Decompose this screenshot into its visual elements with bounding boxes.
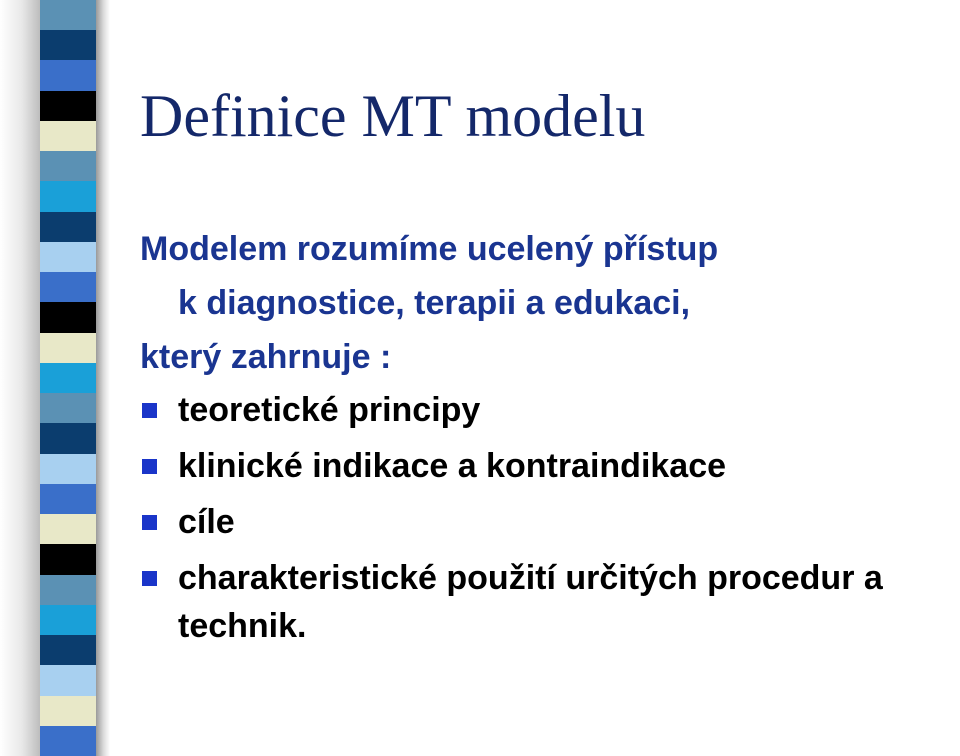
- bullet-text: cíle: [178, 503, 235, 541]
- bullet-text: charakteristické použití určitých procedur a technik.: [178, 559, 883, 645]
- decorative-stripe-column: [40, 0, 96, 756]
- bullet-item: [140, 438, 960, 494]
- slide-title: Definice MT modelu: [140, 83, 646, 149]
- stripe-segment: [40, 121, 96, 152]
- stripe-shadow-edge: [96, 0, 110, 756]
- stripe-segment: [40, 514, 96, 545]
- stripe-segment: [40, 242, 96, 273]
- intro-line-2: k diagnostice, terapii a edukaci,: [178, 284, 691, 322]
- stripe-segment: [40, 393, 96, 424]
- stripe-segment: [40, 635, 96, 666]
- stripe-segment: [40, 696, 96, 727]
- bullet-text: klinické indikace a kontraindikace: [178, 447, 727, 485]
- stripe-segment: [40, 454, 96, 485]
- intro-line-1: Modelem rozumíme ucelený přístup: [140, 230, 719, 268]
- stripe-segment: [40, 484, 96, 515]
- stripe-segment: [40, 423, 96, 454]
- stripe-segment: [40, 181, 96, 212]
- stripe-segment: [40, 30, 96, 61]
- bullet-list: [140, 382, 960, 650]
- square-bullet-icon: [142, 571, 157, 586]
- stripe-segment: [40, 151, 96, 182]
- square-bullet-icon: [142, 459, 157, 474]
- bullet-item: [140, 382, 960, 438]
- stripe-segment: [40, 333, 96, 364]
- stripe-segment: [40, 91, 96, 122]
- stripe-segment: [40, 544, 96, 575]
- square-bullet-icon: [142, 515, 157, 530]
- square-bullet-icon: [142, 403, 157, 418]
- stripe-segment: [40, 272, 96, 303]
- bullet-text: teoretické principy: [178, 391, 481, 429]
- side-shadow: [0, 0, 40, 756]
- stripe-segment: [40, 605, 96, 636]
- stripe-segment: [40, 575, 96, 606]
- intro-text: [140, 222, 718, 384]
- stripe-segment: [40, 60, 96, 91]
- bullet-item: [140, 494, 960, 550]
- stripe-segment: [40, 363, 96, 394]
- intro-line-3: který zahrnuje :: [140, 338, 392, 376]
- stripe-segment: [40, 212, 96, 243]
- bullet-item: [140, 550, 960, 650]
- stripe-segment: [40, 302, 96, 333]
- stripe-segment: [40, 665, 96, 696]
- stripe-segment: [40, 726, 96, 756]
- stripe-segment: [40, 0, 96, 31]
